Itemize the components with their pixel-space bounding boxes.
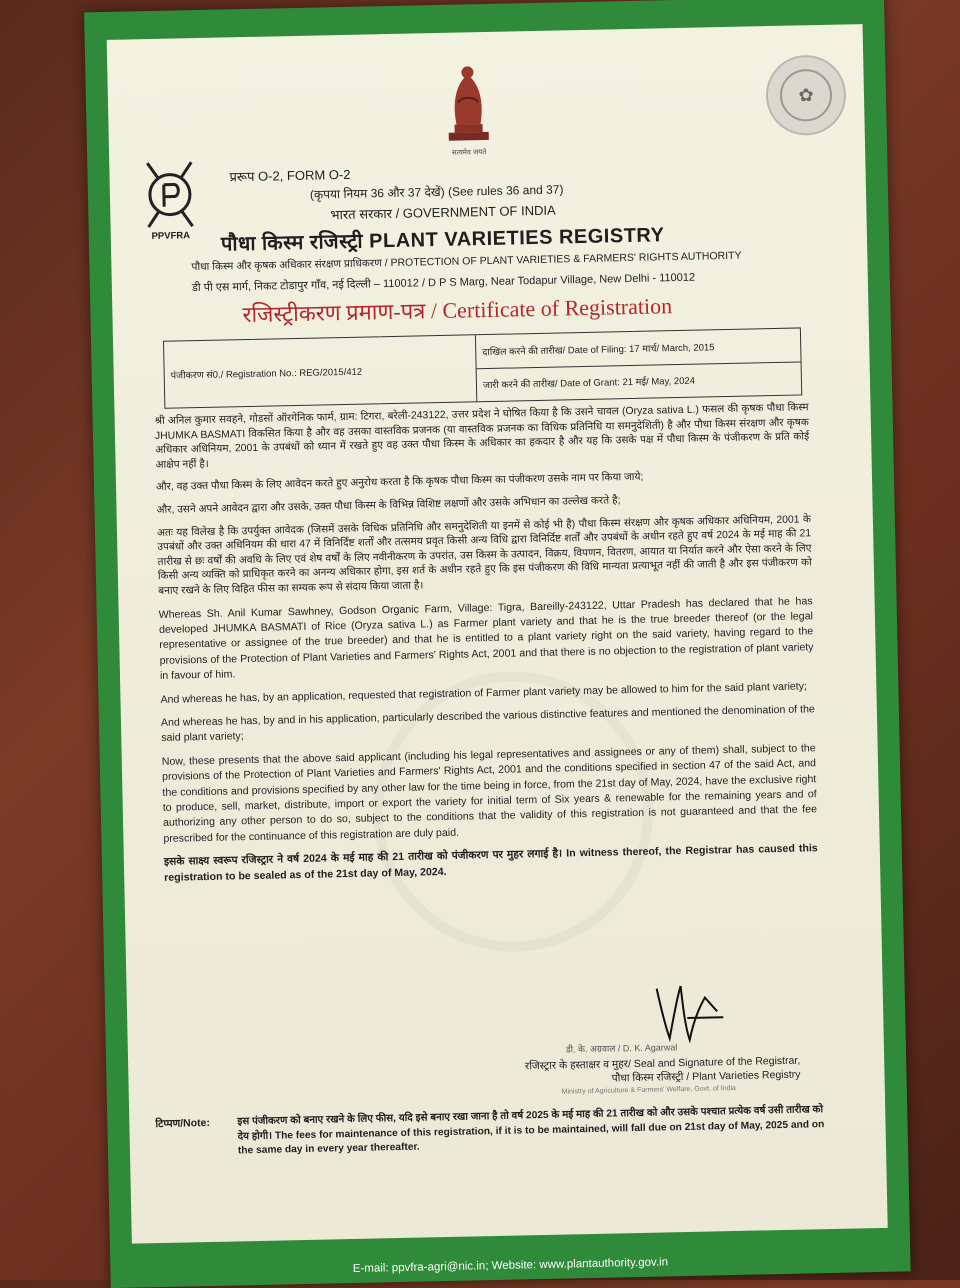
registration-number: पंजीकरण सं0./ Registration No.: REG/2015/412 xyxy=(164,335,477,408)
registrar-signature-icon xyxy=(646,977,727,1049)
hologram-seal-icon xyxy=(765,54,847,136)
english-paragraph-2: And whereas he has, by an application, requested that registration of Farmer plant variety may be allowed to him for the said plant variety; xyxy=(160,679,808,706)
witness-statement: इसके साक्ष्य स्वरूप रजिस्ट्रार ने वर्ष 2024 के मई माह की 21 तारीख को पंजीकरण पर मुहर लगाई है। In witness thereof, the Registrar has caused this registration to be sealed as of the 21st day of May, 2024. xyxy=(163,842,818,884)
ppvfra-logo-label: PPVFRA xyxy=(151,230,191,243)
certificate-frame xyxy=(84,0,911,1288)
certificate-paper xyxy=(107,24,888,1244)
certificate-body xyxy=(155,401,819,894)
certificate-title: रजिस्ट्रीकरण प्रमाण-पत्र / Certificate of Registration xyxy=(242,293,673,328)
seal-line-2: पौधा किस्म रजिस्ट्री / Plant Varieties Registry xyxy=(611,1068,801,1085)
date-of-filing: दाखिल करने की तारीख/ Date of Filing: 17 मार्च/ March, 2015 xyxy=(476,328,801,368)
registration-details-table xyxy=(163,327,802,408)
english-paragraph-1: Whereas Sh. Anil Kumar Sawhney, Godson Organic Farm, Village: Tigra, Bareilly-243122, Uttar Pradesh has declared that he has developed JHUMKA BASMATI of Rice (Oryza sativa L.) as Farmer plant variety and that he is the true breeder thereof (or the legal representative or assignee of the true breeder) and that he is entitled to a plant variety right on the said variety, having regard to the provisions of the Protection of Plant Varieties and Farmers' Rights Act, 2001 and that there is no objection to the registration of plant variety in favour of him. xyxy=(158,594,814,683)
note-text: इस पंजीकरण को बनाए रखने के लिए फीस, यदि इसे बनाए रखा जाना है तो वर्ष 2025 के मई माह की 21 तारीख को और उसके पश्चात प्रत्येक वर्ष उसी तारीख को देय होगी। The fees for maintenance of this registration, if it is to be maintained, will fall due on 21st day of May, 2025 and on the same day in every year thereafter. xyxy=(237,1104,825,1157)
registrar-seal-text xyxy=(470,1054,801,1089)
rules-reference: (कृपया नियम 36 और 37 देखें) (See rules 36 and 37) xyxy=(309,182,564,202)
hindi-paragraph-1: श्री अनिल कुमार सवहने, गोडसों ऑरगेनिक फार्म, ग्राम: टिगरा, बरेली-243122, उत्तर प्रदेश ने घोषित किया है कि उसने चावल (Oryza sativa L.) फसल की कृषक पौधा किस्म JHUMKA BASMATI विकसित किया है और वह उसका वास्तविक प्रजनक (या वास्तविक प्रजनक का विधिक प्रतिनिधि या समनुदेशिती) है और पौधा किस्म संरक्षण और कृषक अधिकार अधिनियम, 2001 के उपबंधों को ध्यान में रखते हुए वह उक्त पौधा किस्म के अधिकार का हकदार है और यह कि उसके पक्ष में पौधा किस्म के पंजीकरण के प्रति कोई आक्षेप नहीं है। xyxy=(154,402,810,471)
authority-address: डी पी एस मार्ग, निकट टोडापुर गाँव, नई दिल्ली – 110012 / D P S Marg, Near Todapur Village, New Delhi - 110012 xyxy=(191,271,696,295)
ministry-stamp: Ministry of Agriculture & Farmers' Welfare, Govt. of India xyxy=(561,1084,736,1096)
government-of-india: भारत सरकार / GOVERNMENT OF INDIA xyxy=(330,202,556,223)
seal-line-1: रजिस्ट्रार के हस्ताक्षर व मुहर/ Seal and Signature of the Registrar, xyxy=(524,1054,801,1073)
registration-dates xyxy=(476,328,801,401)
authority-name: पौधा किस्म और कृषक अधिकार संरक्षण प्राधिकरण / PROTECTION OF PLANT VARIETIES & FARMERS' RIGHTS AUTHORITY xyxy=(191,249,742,274)
english-paragraph-3: And whereas he has, by and in his application, particularly described the various distinctive features and mentioned the denomination of the said plant variety; xyxy=(160,703,815,745)
emblem-motto: सत्यमेव जयते xyxy=(451,147,487,157)
hindi-paragraph-2: और, वह उक्त पौधा किस्म के लिए आवेदन करते हुए अनुरोध करता है कि कृषक पौधा किस्म का पंजीकरण उसके नाम पर किया जाये; xyxy=(155,472,644,494)
date-of-grant: जारी करने की तारीख/ Date of Grant: 21 मई/ May, 2024 xyxy=(482,375,696,392)
seal-center-icon: ✿ xyxy=(779,69,832,122)
hindi-paragraph-3: और, उसने अपने आवेदन द्वारा और उसके, उक्त पौधा किस्म के विभिन्न विशिष्ट लक्षणों और उसके अभिधान का उल्लेख करते है; xyxy=(156,495,621,516)
national-emblem-icon xyxy=(437,62,499,161)
registry-title: पौधा किस्म रजिस्ट्री PLANT VARIETIES REGISTRY xyxy=(220,224,665,256)
hindi-paragraph-4: अतः यह विलेख है कि उपर्युक्त आवेदक (जिसमें उसके विधिक प्रतिनिधि और समनुदेशिती या इनमें से कोई भी है) पौधा किस्म संरक्षण और कृषक अधिकार अधिनियम, 2001 के उपबंधों और उक्त अधिनियम की धारा 47 में विनिर्दिष्ट शर्तों और तत्समय प्रवृत किसी अन्य विधि द्वारा विनिर्दिष्ट शर्तों और उपबंधों के अधीन रहते हुए वर्ष 2024 के मई माह की 21 तारीख से छः वर्षों की अवधि के लिए एवं शेष वर्षों के लिए नवीनीकरण के उपरांत, उस किस्म के उत्पादन, विक्रय, विपणन, वितरण, आयात या निर्यात करने और ऐसा करने के लिए किसी अन्य व्यक्ति को प्राधिकृत करने का अनन्य अधिकार होगा, इस शर्त के अधीन रहते हुए कि इस पंजीकरण की विधि मान्यता प्रत्याभूत नहीं की जाती है और इस पंजीकरण को बनाए रखने के लिए विहित फीस का सम्यक रूप से संदाय किया जाता है। xyxy=(156,513,812,597)
footer-contact: E-mail: ppvfra-agri@nic.in; Website: www.plantauthority.gov.in xyxy=(352,1256,669,1276)
registrar-name: डी. के. अग्रवाल / D. K. Agarwal xyxy=(565,1042,678,1055)
english-paragraph-4: Now, these presents that the above said applicant (including his legal representatives and assignees or any of them) shall, subject to the provisions of the Protection of Plant Varieties and Farmers' Rights Act, 2001 and the conditions specified in section 47 of the said Act, and the conditions and provisions specified by any other law for the time being in force, from the 21st day of May, 2024, have the exclusive right to produce, sell, market, distribute, import or export the variety for initial term of Six years & renewable for the remaining years and of authorizing any other person to do so, subject to the conditions that the validity of this registration is not guaranteed and that the fee prescribed for the continuance of this registration are duly paid. xyxy=(161,742,818,845)
note-label: टिप्पण/Note: xyxy=(155,1116,211,1131)
form-number: प्ररूप O-2, FORM O-2 xyxy=(229,166,351,185)
